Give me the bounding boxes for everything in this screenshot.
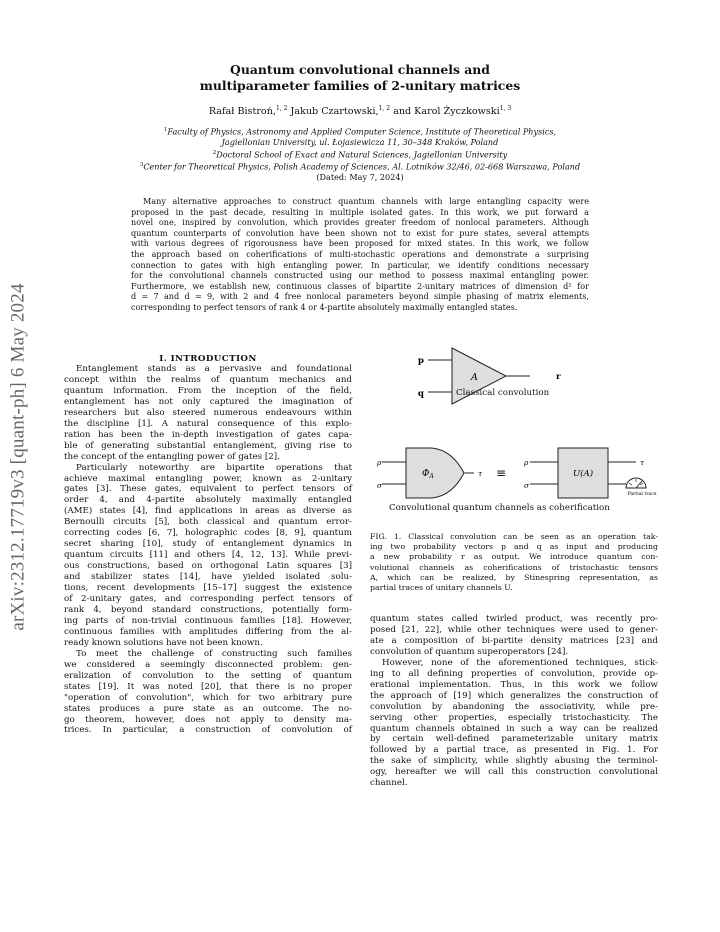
partial-trace-label: Partial trace [627,492,657,497]
unitary-gate-label: U(A) [572,469,594,479]
text-line: secret sharing [10], study of entanglement dynamics in [64,539,352,550]
output-tau-2: τ [640,458,645,467]
section-heading: I. INTRODUCTION [159,354,257,364]
text-line: ous constructions, based on orthogonal Latin squares [3] [64,561,352,572]
arxiv-stamp-container [2,232,36,682]
text-line: "operation of convolution", which for two arbitrary pure [64,692,352,703]
text-line: ate a composition of bi-partite density matrices [23] and [370,635,658,646]
caption-line: volutional channels as coherifications of tristochastic tensors [370,562,658,572]
abstract-line: quantum counterparts of convolution have been shown not to exist for pure states, several attempts [131,227,589,238]
gate-a-label: A [471,372,478,383]
affiliation-line [60,125,660,137]
caption-line: a new probability r as output. We introduce quantum con- [370,552,658,562]
abstract [131,196,589,313]
text-line: ble of generating substantial entanglement, giving rise to [64,440,352,451]
text-line: by certain well-defined parameterizable unitary matrix [370,734,658,745]
text-line: (AME) states [4], find applications in areas as diverse as [64,506,352,517]
abstract-line: the approach based on coherifications of multi-stochastic operations and demonstrate a surprising [131,248,589,259]
output-tau: τ [478,469,483,478]
abstract-line: d = 7 and d = 9, with 2 and 4 free nonlocal parameters beyond simple phasing of matrix elements, [131,291,589,302]
affil-text: Center for Theoretical Physics, Polish Academy of Sciences, Al. Lotników 32/46, 02-668 Warszawa, Poland [143,161,581,172]
text-line: However, none of the aforementioned techniques, stick- [382,657,658,668]
right-column [370,614,658,789]
quantum-channel-caption: Convolutional quantum channels as coherification [389,503,610,513]
affil-text: Faculty of Physics, Astronomy and Applied Computer Science, Institute of Theoretical Physics, [167,126,557,137]
affiliation-line [60,148,660,160]
caption-line: ing two probability vectors p and q as input and producing [370,542,658,552]
text-line: gates [3]. These gates, equivalent to perfect tensors of [64,484,352,495]
affil-text: Jagiellonian University, ul. Łojasiewicza 11, 30–348 Kraków, Poland [221,137,499,148]
author-name: Jakub Czartowski, [287,106,379,118]
text-line: channel. [370,778,408,789]
text-line: Bernoulli circuits [5], both classical and quantum error- [64,517,352,528]
figure-1 [370,342,660,522]
equivalence-symbol: ≡ [496,466,507,480]
text-line: ing to all defining properties of convolution, provide op- [370,668,658,679]
output-r: r [556,372,561,382]
text-line: convolution by abandoning the associativity, while pre- [370,701,658,712]
text-line: we considered a seemingly disconnected problem: gen- [64,659,352,670]
classical-convolution-caption: Classical convolution [456,388,550,398]
abstract-line: Many alternative approaches to construct quantum channels with large entangling capacity were [143,196,589,206]
figure-caption [370,532,658,593]
caption-line: partial traces of unitary channels U. [370,583,513,593]
text-line: quantum channels obtained in such a way can be realized [370,723,658,734]
text-line: order 4, and 4-partite absolutely maximally entangled [64,495,352,506]
text-line: states produces a pure state as an outcome. The no- [64,703,352,714]
date-line: (Dated: May 7, 2024) [316,172,404,183]
affiliations [60,125,660,183]
author-name: and Karol Życzkowski [390,106,500,118]
author-list [100,105,620,117]
text-line: correcting codes [6, 7], holographic codes [8, 9], quantum [64,528,352,539]
text-line: Entanglement stands as a pervasive and foundational [76,364,352,374]
affil-sup: 1 [163,127,168,133]
affil-sup: 3 [139,162,144,169]
text-line: quantum states called twirled product, was recently pro- [370,614,658,624]
text-line: eralization of convolution to the setting of quantum [64,670,352,681]
title-line: Quantum convolutional channels and [230,62,490,77]
input-sigma: σ [377,481,383,490]
text-line: and stabilizer states [14], have yielded isolated solu- [64,572,352,583]
text-line: tions, recent developments [15–17] suggest the existence [64,583,352,594]
text-line: researchers but also steered numerous endeavours within [64,407,352,418]
text-line: trices. In particular, a construction of convolution of [64,725,352,736]
left-column [64,364,352,736]
input-rho: ρ [377,458,382,467]
text-line: To meet the challenge of constructing such families [76,648,352,659]
abstract-line: proposed in the past decade, resulting in multiple isolated gates. In this work, we put forward a [131,206,589,217]
abstract-line: with various degrees of rigorousness have been proposed for mixed states. In this work, we follow [131,238,589,249]
text-line: entanglement has not only captured the imagination of [64,396,352,407]
text-line: the discipline [1]. A natural consequence of this explo- [64,418,352,429]
abstract-line: corresponding to perfect tensors of rank 4 or 4-partite absolutely maximally entangled states. [131,301,518,312]
text-line: the sake of simplicity, while slightly abusing the terminol- [370,756,658,767]
text-line: serving other properties, especially tristochasticity. The [370,712,658,723]
caption-line: FIG. 1. Classical convolution can be seen as an operation tak- [370,532,658,541]
author-sup: 1, 3 [499,105,512,112]
text-line: ing parts of non-trivial continuous families [18]. However, [64,615,352,626]
measurement-meter-icon [626,478,646,488]
text-line: continuous families with amplitudes differing from the al- [64,626,352,637]
input-sigma-2: σ [524,481,530,490]
abstract-line: for the convolutional channels constructed using our method to possess maximal entangling power. [131,270,589,281]
paper-title [100,62,620,94]
abstract-line: Furthermore, we establish new, continuous classes of bipartite 2-unitary matrices of dimension d² for [131,280,589,291]
phi-gate-shape [406,448,464,498]
input-p: p [417,356,424,366]
affil-text: Doctoral School of Exact and Natural Sciences, Jagiellonian University [216,149,508,160]
text-line: quantum information. From the inception of the field, [64,385,352,396]
text-line: concept within the realms of quantum mechanics and [64,374,352,385]
text-line: the approach of [19] which generalizes the construction of [370,690,658,701]
text-line: rank 4, beyond standard constructions, potentially form- [64,604,352,615]
text-line: go theorem, however, does not apply to density ma- [64,714,352,725]
text-line: of 2-unitary gates, and corresponding perfect tensors of [64,594,352,605]
text-line: convolution of quantum superoperators [24]. [370,646,569,657]
author-sup: 1, 2 [275,105,288,112]
text-line: the concept of the entangling power of gates [2]. [64,451,280,462]
title-line: multiparameter families of 2-unitary matrices [199,78,521,93]
text-line: ration has been the in-depth investigation of gates capa- [64,429,352,440]
affiliation-line [60,160,660,172]
abstract-line: novel one, inspired by convolution, which provides greater freedom of nonlocal parameters. Although [131,217,589,228]
text-line: achieve maximal entangling power, known as 2-unitary [64,473,352,484]
text-line: quantum circuits [11] and others [4, 12, 13]. While previ- [64,550,352,561]
affiliation-line [60,137,660,148]
affil-sup: 2 [212,149,217,156]
text-line: ogy, hereafter we will call this construction convolutional [370,767,658,778]
text-line: states [19]. It was noted [20], that there is no proper [64,681,352,692]
text-line: erational implementation. Thus, in this work we follow [370,679,658,690]
text-line: followed by a partial trace, as presented in Fig. 1. For [370,745,658,756]
author-sup: 1, 2 [378,105,391,112]
arxiv-stamp: arXiv:2312.17719v3 [quant-ph] 6 May 2024 [8,283,29,631]
caption-line: A, which can be realized, by Stinespring representation, as [370,572,658,582]
text-line: Particularly noteworthy are bipartite operations that [76,462,352,473]
phi-gate-label: $\Phi_A$ [422,469,434,480]
text-line: ready known solutions have not been known. [64,637,263,648]
abstract-line: connection to gates with high entangling power. In particular, we identify conditions necessary [131,259,589,270]
input-q: q [417,389,424,399]
input-rho-2: ρ [524,458,529,467]
author-name: Rafał Bistroń, [208,106,276,118]
quantum-channel-diagram [376,448,657,498]
text-line: posed [21, 22], while other techniques were used to gener- [370,624,658,635]
